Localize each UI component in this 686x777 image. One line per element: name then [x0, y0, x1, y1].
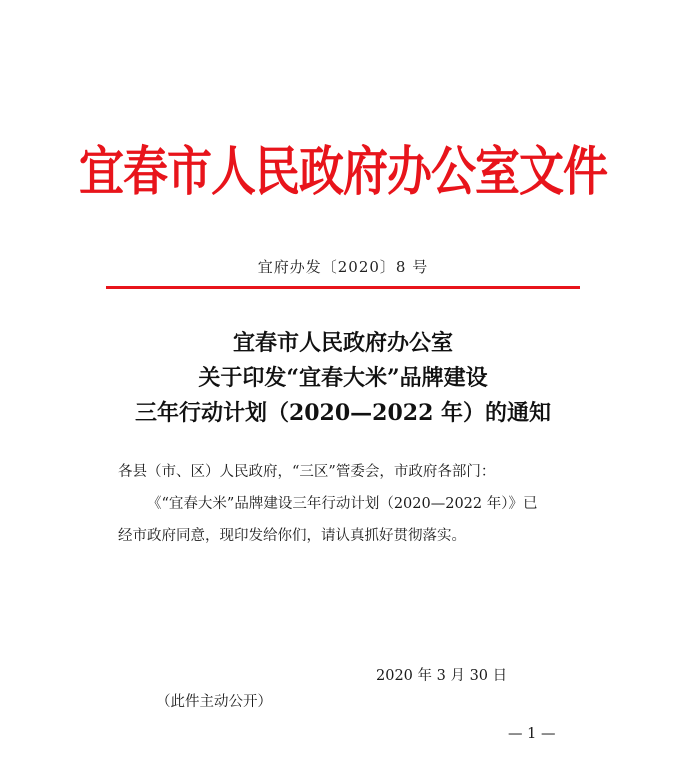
issue-date: 2020 年 3 月 30 日 [376, 668, 508, 684]
notice-title [0, 326, 686, 431]
addressee-line: 各县（市、区）人民政府，“三区”管委会，市政府各部门： [118, 464, 496, 480]
body-paragraph-line-2: 经市政府同意，现印发给你们，请认真抓好贯彻落实。 [118, 528, 466, 544]
public-disclosure-note: （此件主动公开） [156, 694, 272, 710]
notice-title-line-3: 三年行动计划（2020—2022 年）的通知 [134, 400, 552, 426]
document-header-title: 宜春市人民政府办公室文件 [78, 139, 607, 203]
document-number: 宜府办发〔2020〕8 号 [257, 258, 429, 276]
red-divider-line [106, 286, 580, 289]
notice-title-line-1: 宜春市人民政府办公室 [232, 330, 453, 356]
document-body [118, 456, 588, 552]
body-paragraph-line-1: 《“宜春大米”品牌建设三年行动计划（2020—2022 年）》已 [147, 496, 538, 512]
page-number: — 1 — [508, 726, 556, 742]
notice-title-line-2: 关于印发“宜春大米”品牌建设 [198, 365, 488, 391]
